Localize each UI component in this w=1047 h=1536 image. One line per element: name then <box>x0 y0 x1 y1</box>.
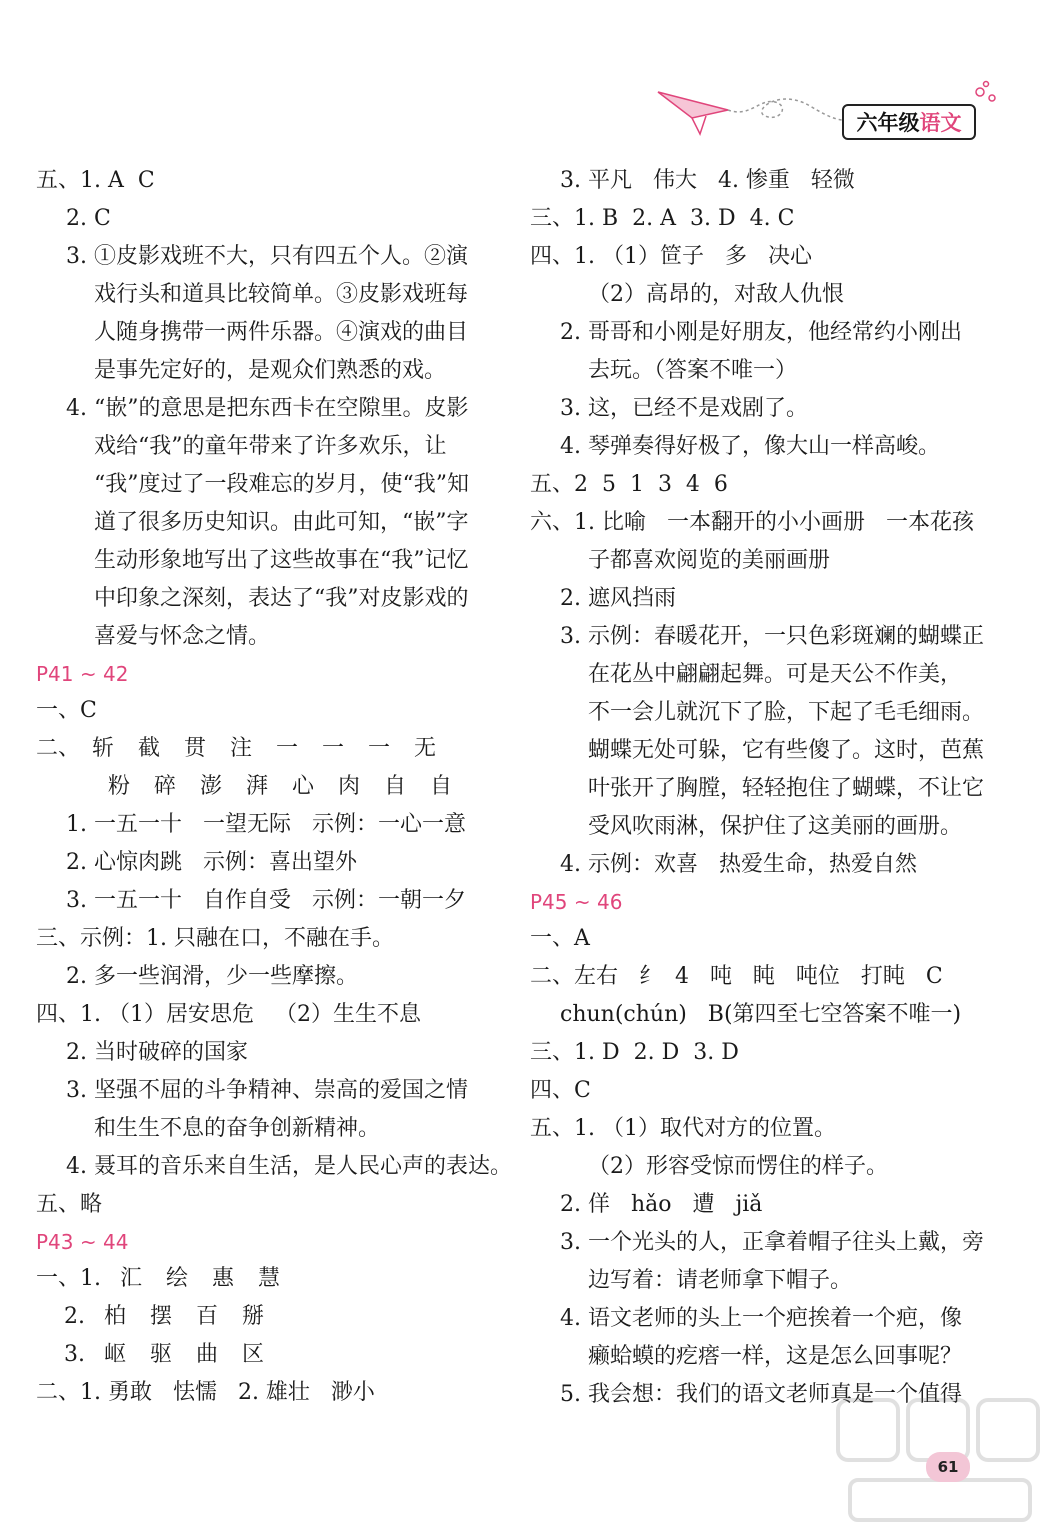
answer-line: 人随身携带一两件乐器。④演戏的曲目 <box>94 320 469 345</box>
answer-line: 生动形象地写出了这些故事在“我”记忆 <box>94 548 469 573</box>
answer-line: 3. 示例：春暖花开，一只色彩斑斓的蝴蝶正 <box>560 624 984 649</box>
answer-line: 戏行头和道具比较简单。③皮影戏班每 <box>94 282 469 307</box>
answer-line: 二、1. 勇敢 怯懦 2. 雄壮 渺小 <box>36 1380 375 1405</box>
answer-line: 1. 一五一十 一望无际 示例：一心一意 <box>66 812 466 837</box>
answer-line: 蝴蝶无处可躲，它有些傻了。这时，芭蕉 <box>588 738 985 763</box>
answer-line: 2. 佯 hǎo 遭 jiǎ <box>560 1192 763 1217</box>
answer-line: 2. 当时破碎的国家 <box>66 1040 248 1065</box>
answer-line: 5. 我会想：我们的语文老师真是一个值得 <box>560 1382 962 1407</box>
grid-cell: 无 <box>414 736 437 761</box>
grid-cell: 一 <box>322 736 345 761</box>
grid-cell: 澎 <box>199 774 222 799</box>
answer-line: 喜爱与怀念之情。 <box>94 624 271 649</box>
grid-cell: 惠 <box>211 1266 234 1291</box>
grid-cell: 绘 <box>165 1266 188 1291</box>
grid-cell: 肉 <box>337 774 360 799</box>
answer-line: （2）形容受惊而愣住的样子。 <box>588 1154 888 1179</box>
grid-cell: 柏 <box>103 1304 126 1329</box>
section-heading: P43 ~ 44 <box>36 1230 129 1254</box>
answer-line: 五、略 <box>36 1192 103 1217</box>
answer-line: 戏给“我”的童年带来了许多欢乐，让 <box>94 434 447 459</box>
grid-cell: 区 <box>241 1342 264 1367</box>
grade-subject-badge <box>842 104 976 140</box>
grid-prefix: 一、1. <box>36 1266 108 1291</box>
answer-line: （2）高昂的，对敌人仇恨 <box>588 282 844 307</box>
answer-line: 三、示例：1. 只融在口，不融在手。 <box>36 926 394 951</box>
answer-grid-row <box>36 730 496 768</box>
answer-line: 三、1. B 2. A 3. D 4. C <box>530 206 795 231</box>
grid-prefix: 3. <box>36 1342 92 1367</box>
answer-line: 叶张开了胸膛，轻轻抱住了蝴蝶，不让它 <box>588 776 985 801</box>
grid-cell: 碎 <box>153 774 176 799</box>
answer-line: 3. 这，已经不是戏剧了。 <box>560 396 808 421</box>
answer-grid-row <box>36 1336 496 1374</box>
answer-line: 一、A <box>530 926 590 951</box>
page-number: 61 <box>926 1452 970 1482</box>
answer-line: 去玩。（答案不唯一） <box>588 358 798 383</box>
answer-grid-row <box>36 1260 496 1298</box>
grid-cell: 截 <box>138 736 161 761</box>
answer-line: 癞蛤蟆的疙瘩一样，这是怎么回事呢？ <box>588 1344 963 1369</box>
answer-line: 三、1. D 2. D 3. D <box>530 1040 739 1065</box>
grid-cell: 自 <box>429 774 452 799</box>
grid-cell: 掰 <box>241 1304 264 1329</box>
grid-cell: 慧 <box>257 1266 280 1291</box>
answer-line: 子都喜欢阅览的美丽画册 <box>588 548 831 573</box>
grid-cell: 摆 <box>149 1304 172 1329</box>
grid-cell: 注 <box>230 736 253 761</box>
answer-line: 五、2 5 1 3 4 6 <box>530 472 728 497</box>
answer-line: 受风吹雨淋，保护住了这美丽的画册。 <box>588 814 963 839</box>
section-heading: P45 ~ 46 <box>530 890 623 914</box>
answer-line: 道了很多历史知识。由此可知，“嵌”字 <box>94 510 469 535</box>
answer-line: 3. 一个光头的人，正拿着帽子往头上戴，旁 <box>560 1230 984 1255</box>
answer-line: 六、1. 比喻 一本翻开的小小画册 一本花孩 <box>530 510 974 535</box>
answer-line: 在花丛中翩翩起舞。可是天公不作美， <box>588 662 963 687</box>
answer-line: 3. 一五一十 自作自受 示例：一朝一夕 <box>66 888 466 913</box>
answer-line: 2. 多一些润滑，少一些摩擦。 <box>66 964 358 989</box>
grid-cell: 斩 <box>92 736 115 761</box>
answer-line: 4. “嵌”的意思是把东西卡在空隙里。皮影 <box>66 396 469 421</box>
answer-line: 不一会儿就沉下了脸，下起了毛毛细雨。 <box>588 700 985 725</box>
answer-line: 二、左右 纟 4 吨 盹 吨位 打盹 C <box>530 964 943 989</box>
answer-line: 四、1. （1）笸子 多 决心 <box>530 244 812 269</box>
subject-label: 语文 <box>919 111 962 135</box>
answer-line: 五、1. （1）取代对方的位置。 <box>530 1116 836 1141</box>
grid-cell: 曲 <box>195 1342 218 1367</box>
grid-cell: 百 <box>195 1304 218 1329</box>
grid-cell: 岖 <box>103 1342 126 1367</box>
grade-label: 六年级 <box>856 111 920 135</box>
answer-line: 四、1. （1）居安思危 （2）生生不息 <box>36 1002 421 1027</box>
answer-line: 和生生不息的奋争创新精神。 <box>94 1116 381 1141</box>
answer-line: 边写着：请老师拿下帽子。 <box>588 1268 853 1293</box>
answer-line: 四、C <box>530 1078 591 1103</box>
answer-line: “我”度过了一段难忘的岁月，使“我”知 <box>94 472 469 497</box>
grid-cell: 粉 <box>107 774 130 799</box>
grid-prefix <box>36 768 96 806</box>
answer-grid-row <box>36 768 496 806</box>
grid-cell: 心 <box>291 774 314 799</box>
right-column <box>530 162 990 1414</box>
grid-prefix: 2. <box>36 1304 92 1329</box>
grid-cell: 汇 <box>119 1266 142 1291</box>
answer-line: 是事先定好的，是观众们熟悉的戏。 <box>94 358 447 383</box>
grid-prefix: 二、 <box>36 736 81 761</box>
left-column <box>36 162 512 1412</box>
answer-line: 2. C <box>66 206 111 231</box>
answer-line: 中印象之深刻，表达了“我”对皮影戏的 <box>94 586 469 611</box>
answer-line: 3. ①皮影戏班不大，只有四五个人。②演 <box>66 244 468 269</box>
grid-cell: 自 <box>383 774 406 799</box>
grid-cell: 贯 <box>184 736 207 761</box>
answer-line: 3. 坚强不屈的斗争精神、崇高的爱国之情 <box>66 1078 468 1103</box>
grid-cell: 湃 <box>245 774 268 799</box>
answer-line: 2. 心惊肉跳 示例：喜出望外 <box>66 850 357 875</box>
answer-line: 4. 聂耳的音乐来自生活，是人民心声的表达。 <box>66 1154 512 1179</box>
grid-cell: 驱 <box>149 1342 172 1367</box>
answer-line: 4. 语文老师的头上一个疤挨着一个疤，像 <box>560 1306 962 1331</box>
answer-line: 2. 遮风挡雨 <box>560 586 676 611</box>
answer-line: 4. 示例：欢喜 热爱生命，热爱自然 <box>560 852 917 877</box>
section-heading: P41 ~ 42 <box>36 662 129 686</box>
answer-line: 4. 琴弹奏得好极了，像大山一样高峻。 <box>560 434 940 459</box>
answer-line: 2. 哥哥和小刚是好朋友，他经常约小刚出 <box>560 320 962 345</box>
answer-line: 五、1. A C <box>36 168 155 193</box>
answer-grid-row <box>36 1298 496 1336</box>
answer-line: chun(chún) B(第四至七空答案不唯一) <box>560 1002 962 1027</box>
grid-cell: 一 <box>368 736 391 761</box>
answer-line: 一、C <box>36 698 97 723</box>
grid-cell: 一 <box>276 736 299 761</box>
answer-line: 3. 平凡 伟大 4. 惨重 轻微 <box>560 168 855 193</box>
